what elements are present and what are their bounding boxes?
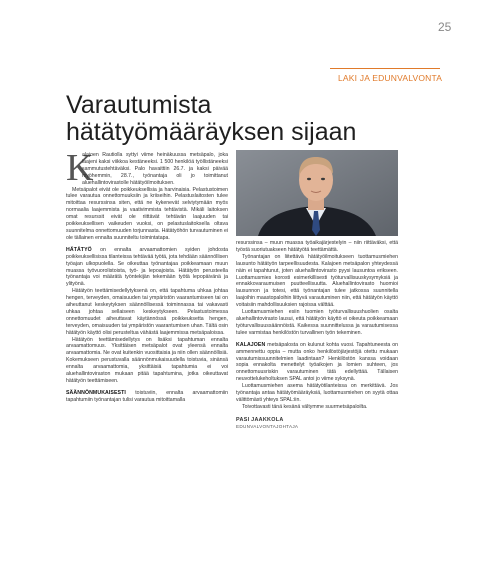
page-number: 25 (438, 20, 452, 34)
drop-cap: K (66, 147, 94, 189)
paragraph: Luottamusmiehen esiin tuomien työturvallisuushuolien osalta aluehallintovirasto lausui, että hätätyön käyttö ei oikeuta poikkeamaan työturvallisuussäännöistä. Kaikessa suunnittelussa ja varautumisessa tulee varmistaa henkilöstön turvallinen työn tekeminen. (236, 309, 398, 336)
lead-in: HÄTÄTYÖ (66, 246, 92, 253)
paragraph: KALAJOEN metsäpalosta on kulunut kohta vuosi. Tapahtuneesta on ammennettu oppia – mutta onko henkilöstöjärjestöjä otettu mukaan varautumissuunnitelmien laadintaan? Henkilöstön kanssa voidaan sopia ennakolta menettelyt työaikojen ja lomien suhteen, jos onnettomuusriskin varautuminen tätä edellyttää. Tällaisen neuvottelukeholtuksen SPAL antoi jo viime syksynä. (236, 341, 398, 383)
author-photo (236, 150, 398, 236)
lead-in: SÄÄNNÖNMUKAISESTI (66, 389, 126, 396)
article-title-line2: hätätyömääräyksen sijaan (66, 118, 357, 146)
article-column-2 (236, 240, 398, 431)
article-title-line1: Varautumista (66, 91, 212, 119)
section-rule (330, 68, 440, 69)
signature (236, 417, 398, 431)
paragraph: Metsäpalot eivät ole poikkeuksellisia ja harvinaisia. Pelastustoimen tulee varautua onnettomuuksiin ja kriiseihin. Pelastuslaitosten tulee mitoittaa resurssinsa siten, että ne kykenevät selviytymään myös normaalia laajemmista ja vaativimmista tehtävistä. Mikäli laitoksen omat resurssit eivät ole riittävät tehtävän laajuuden tai poikkeuksellisen vaikeuden vuoksi, on pelastuslaitoksella oltava suunnitelma onnettomuuden torjunnasta. Hätätyöhön turvautuminen ei ole tällainen ennalta suunniteltu toimintatapa. (66, 186, 228, 241)
lead-in: KALAJOEN (236, 341, 266, 348)
paragraph-intro (66, 147, 228, 189)
paragraph: SÄÄNNÖNMUKAISESTI toistuviin, ennalta arvaamattomiin tapahtumiin työnantajan tulisi varautua mitoittamalla (66, 389, 228, 403)
signature-role: EDUNVALVONTAJOHTAJA (236, 423, 299, 429)
section-label: LAKI JA EDUNVALVONTA (338, 73, 443, 83)
paragraph: Luottamusmiehen asema hätätyötilanteissa on merkittävä. Jos työnantaja antaa hätätyömääräyksiä, luottamusmiehen on syytä ottaa välittömästi yhteys SPAL:iin. (236, 383, 398, 403)
paragraph: Toivottavasti tänä kesänä vältymme suurmetsäpaloilta. (242, 403, 368, 410)
paragraph: HÄTÄTYÖ on ennalta arvaamattomien syiden johdosta poikkeuksellisissa tilanteissa tehtävää työtä, jota tehdään säännöllisen työajan ulkopuolella. Se oikeuttaa työnantajaa poikkeamaan muun muassa työvuorolistoista, työ- ja lepoajoista. Hätätyön perusteella työnantaja voi määrätä työntekijän tekemään työtä lepopäivänä ja ylityönä. (66, 246, 228, 288)
portrait-image (236, 150, 398, 236)
signature-name: PASI JAAKKOLA (236, 416, 284, 423)
paragraph: Hätätyön teettämisedellytyksenä on, että tapahtuma uhkaa johtaa hengen, terveyden, omaisuuden tai ympäristön vaarantumiseen tai on aiheuttanut keskeytyksen säännöllisessä toiminnassa tai vakavasti uhkaa johtaa sellaiseen keskeytykseen. Pelastustoimessa onnettomuudet aiheuttavat käytännössä poikkeuksetta hengen, terveyden, omaisuuden tai ympäristön vaarantumisen uhan. Tältä osin hätätyön käyttö olisi perusteltua vähästä laajemmissa metsäpaloissa. (66, 288, 228, 336)
paragraph-intro-text: alajoen Rautiolla syttyi viime heinäkuussa metsäpalo, joka laajeni kaksi viikkoa kestäneeksi. 1 500 henkilöä työllistäneeksi sammutustehtäväksi. Palo havaittiin 26.7. ja kaksi päivää myöhemmin, 28.7., työnantaja oli jo toimittanut aluehallintovirastolle hätätyöilmoituksen. (82, 152, 228, 186)
article-column-1 (66, 147, 228, 404)
article-title (66, 92, 356, 146)
paragraph: Työnantajan on liitettävä hätätyöilmoitukseen tuottamusmiehen lausunto hätätyön tarpeellisuudesta. Kalajoen metsäpalon yhteydessä näin ei tapahtunut, joten aluehallintovirasto pyysi lausuntoa erikseen. Luottamusmies korosti esimerkillisesti työturvallisuuskysymyksiä ja ennakkovaraumuisen puutteellisuutta. Aluehallintovirasto huomioi lausunnon ja totesi, että työnantajan tulee jatkossa suunnitella laajoihin maastopaloihin liittyvä varautuminen niin, että hätätyön käyttö voitaisiin mahdollisuuksien rajoissa välttää. (236, 253, 398, 309)
paragraph: Hätätyön teettämisedellytys on lisäksi tapahtuman ennalta arvaamattomuus. Yksittäisen metsäpalot ovat yleensä ennalta arvaamattomia. Ne ovat kuitenkin vuosittaisia ja niin ollen säännöllisiä. Kokemukseen perustuvalla säännönmukaisuudella toistuvia, sinänsä ennalta arvaamattomia, yksittäisiä tapahtumia ei voi aluehallintoviraston mukaan pitää tapahtumina, jotka oikeuttavat hätätyön teettämiseen. (66, 336, 228, 384)
paragraph: resurssinsa – muun muassa työaikajärjestelyin – niin riittäväksi, että työstä suoriutuakseen hätätyötä teettämättä. (236, 240, 398, 253)
